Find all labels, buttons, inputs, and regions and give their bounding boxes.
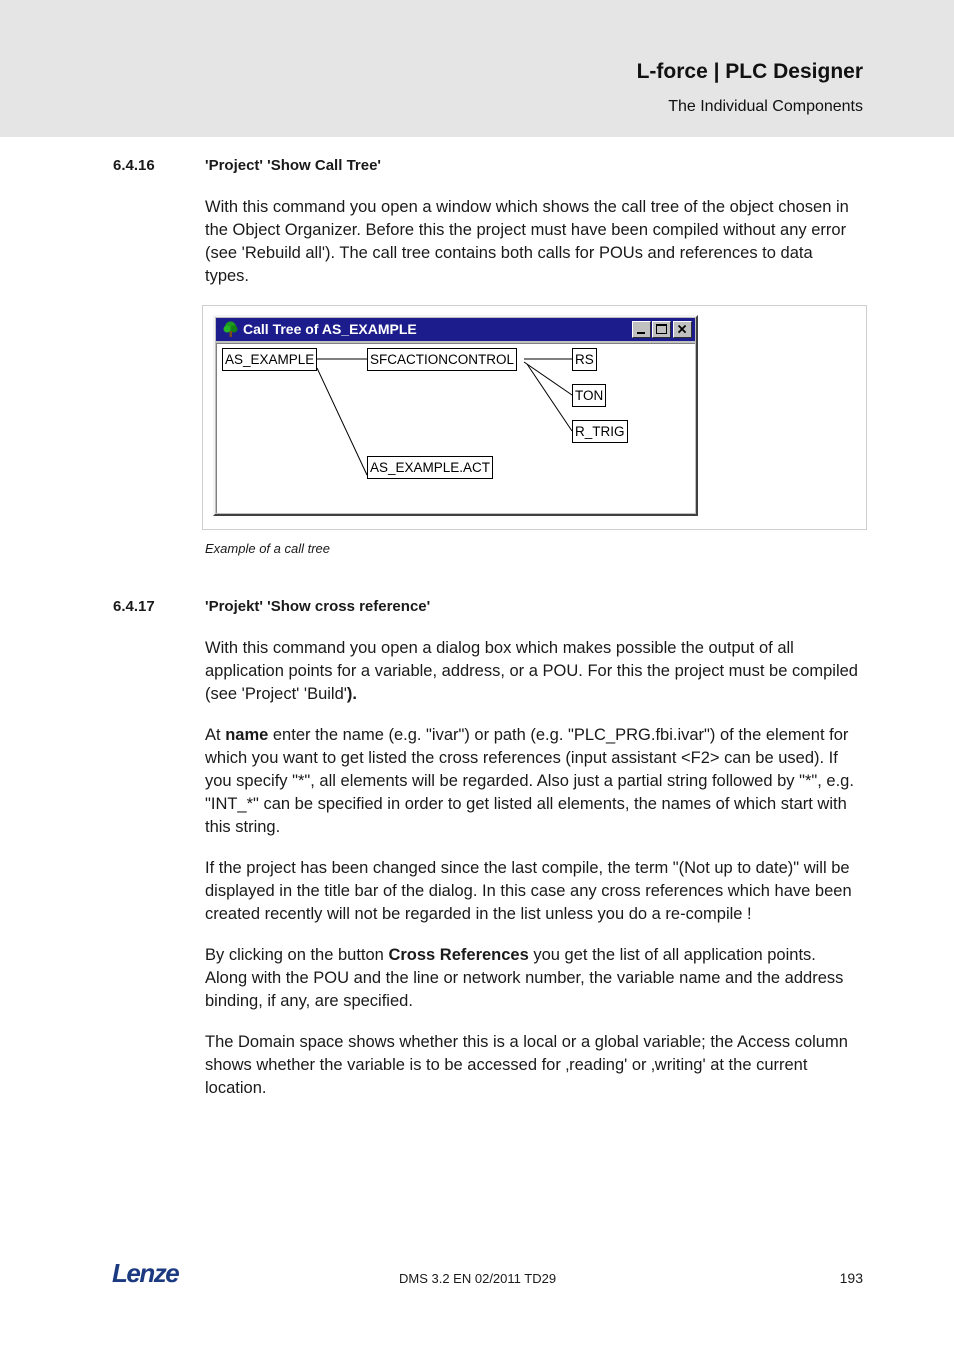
close-button[interactable]	[673, 321, 692, 338]
paragraph-text: you get the list of all application points. Along with the POU and the line or network number, the variable name and the address binding, if any, are specified.	[205, 946, 844, 1010]
tree-node-as-example-act[interactable]: AS_EXAMPLE.ACT	[367, 456, 493, 479]
tree-node-r-trig[interactable]: R_TRIG	[572, 420, 628, 443]
tree-node-sfcactioncontrol[interactable]: SFCACTIONCONTROL	[367, 348, 517, 371]
section-number: 6.4.17	[113, 598, 155, 615]
paragraph-text: With this command you open a dialog box which makes possible the output of all application points for a variable, address, or a POU. For this the project must be compiled (see 'Project' 'Build'	[205, 639, 858, 703]
section-paragraph: With this command you open a window which shows the call tree of the object chosen in the Object Organizer. Before this the project must have been compiled without any error (see 'Rebuild all'). The call tree contains both calls for POUs and references to data types.	[205, 198, 849, 285]
section-title: 'Projekt' 'Show cross reference'	[205, 598, 431, 615]
section-number: 6.4.16	[113, 157, 155, 174]
tree-icon	[222, 321, 239, 338]
minimize-icon	[637, 332, 645, 334]
call-tree-canvas	[216, 343, 695, 513]
paragraph-bold: ).	[346, 685, 358, 703]
maximize-icon	[656, 324, 667, 334]
tree-node-as-example[interactable]: AS_EXAMPLE	[222, 348, 317, 371]
tree-node-rs[interactable]: RS	[572, 348, 597, 371]
paragraph-name-field	[205, 724, 860, 839]
figure-caption: Example of a call tree	[205, 541, 331, 556]
chapter-title: The Individual Components	[668, 98, 863, 115]
paragraph-text: At	[205, 726, 226, 744]
minimize-button[interactable]	[632, 321, 651, 338]
paragraph-cross-references-button	[205, 944, 860, 1013]
maximize-button[interactable]	[652, 321, 671, 338]
lenze-logo	[112, 1258, 192, 1288]
paragraph-cross-reference-intro	[205, 637, 860, 706]
document-title: L-force | PLC Designer	[636, 60, 863, 83]
document-id: DMS 3.2 EN 02/2011 TD29	[399, 1271, 557, 1286]
tree-node-ton[interactable]: TON	[572, 384, 606, 407]
page-number: 193	[839, 1270, 863, 1286]
paragraph-domain-access: The Domain space shows whether this is a local or a global variable; the Access column shows whether the variable is to be accessed for ‚reading' or ‚writing' at the current location.	[205, 1033, 848, 1097]
paragraph-text: enter the name (e.g. "ivar") or path (e.g. "PLC_PRG.fbi.ivar") of the element for which you want to get listed the cross references (input assistant <F2> can be used). If you specify "*", all elements will be regarded. Also just a partial string followed by "*", e.g. "INT_*" can be specified in order to get listed all elements, the names of which start with this string.	[205, 726, 854, 836]
window-titlebar[interactable]	[216, 318, 695, 341]
call-tree-window	[213, 315, 698, 516]
logo-text: Lenze	[112, 1258, 179, 1288]
section-title: 'Project' 'Show Call Tree'	[205, 157, 381, 174]
page-header	[0, 0, 954, 137]
window-title: Call Tree of AS_EXAMPLE	[243, 321, 417, 337]
paragraph-not-up-to-date: If the project has been changed since the last compile, the term "(Not up to date)" will be displayed in the title bar of the dialog. In this case any cross references which have been created recently will not be regarded in the list unless you do a re-compile !	[205, 859, 852, 923]
button-name-term: Cross References	[388, 946, 529, 964]
paragraph-text: By clicking on the button	[205, 946, 389, 964]
close-icon	[674, 322, 691, 337]
field-name-term: name	[225, 726, 269, 744]
